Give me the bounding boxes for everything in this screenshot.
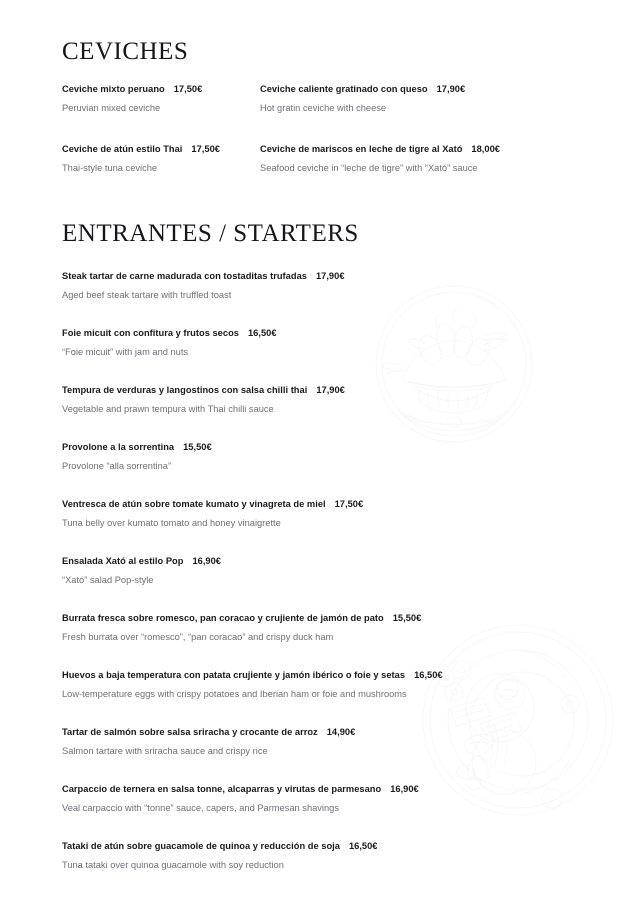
menu-item-name — [260, 144, 500, 155]
menu-item-name — [62, 556, 221, 567]
vegetable-basket-engraving-watermark — [368, 278, 540, 450]
menu-item-description: Thai-style tuna ceviche — [62, 163, 158, 174]
menu-item-description: Veal carpaccio with “tonne” sauce, capers, and Parmesan shavings — [62, 803, 339, 814]
menu-item-title: Ceviche caliente gratinado con queso — [260, 84, 428, 94]
menu-item-description: Vegetable and prawn tempura with Thai chilli sauce — [62, 404, 274, 415]
menu-item-title: Steak tartar de carne madurada con tostaditas trufadas — [62, 271, 307, 281]
menu-item — [62, 271, 345, 301]
menu-item-price: 17,50€ — [334, 499, 364, 509]
menu-item — [260, 144, 500, 174]
menu-item — [62, 84, 202, 114]
menu-item-price: 17,90€ — [315, 271, 345, 281]
menu-item-price: 15,50€ — [183, 442, 212, 452]
menu-item-title: Provolone a la sorrentina — [62, 442, 175, 452]
menu-item-name — [62, 328, 277, 339]
menu-item — [62, 841, 378, 871]
menu-item — [62, 499, 363, 529]
menu-item — [62, 784, 419, 814]
menu-item-name — [62, 385, 345, 396]
menu-item-name — [62, 841, 378, 852]
menu-item-name — [62, 613, 421, 624]
menu-item-price: 14,90€ — [326, 727, 356, 737]
menu-item-description: Salmon tartare with sriracha sauce and crispy rice — [62, 746, 268, 757]
menu-item — [62, 670, 443, 700]
menu-item-name — [62, 84, 202, 95]
menu-item-name — [260, 84, 465, 95]
menu-item-description: Peruvian mixed ceviche — [62, 103, 161, 114]
menu-item-description: Hot gratin ceviche with cheese — [260, 103, 387, 114]
menu-item-name — [62, 442, 212, 453]
menu-item-price: 17,50€ — [173, 84, 203, 94]
menu-item — [62, 442, 212, 472]
menu-item-price: 16,50€ — [247, 328, 277, 338]
menu-item-name — [62, 271, 345, 282]
menu-item-title: Ceviche mixto peruano — [62, 84, 165, 94]
menu-item-name — [62, 499, 363, 510]
menu-item-description: Fresh burrata over “romesco”, “pan coracao” and crispy duck ham — [62, 632, 334, 643]
menu-item — [62, 144, 220, 174]
menu-item-price: 17,90€ — [436, 84, 466, 94]
menu-item-title: Ventresca de atún sobre tomate kumato y vinagreta de miel — [62, 499, 326, 509]
menu-item-name — [62, 144, 220, 155]
menu-item-name — [62, 670, 443, 681]
menu-item-description: Low-temperature eggs with crispy potatoes and Iberian ham or foie and mushrooms — [62, 689, 407, 700]
menu-item-title: Burrata fresca sobre romesco, pan coracao y crujiente de jamón de pato — [62, 613, 384, 623]
menu-item — [62, 328, 277, 358]
menu-item-price: 16,90€ — [390, 784, 419, 794]
menu-item-description: “Xató” salad Pop-style — [62, 575, 154, 586]
menu-item — [62, 385, 345, 415]
menu-item-name — [62, 784, 419, 795]
menu-item — [260, 84, 465, 114]
menu-item-title: Tempura de verduras y langostinos con salsa chilli thai — [62, 385, 308, 395]
menu-item-price: 16,50€ — [414, 670, 443, 680]
menu-item — [62, 727, 355, 757]
menu-item-title: Tataki de atún sobre guacamole de quinoa y reducción de soja — [62, 841, 340, 851]
section-heading-starters: ENTRANTES / STARTERS — [62, 220, 359, 247]
menu-item-title: Foie micuit con confitura y frutos secos — [62, 328, 239, 338]
menu-item-price: 16,50€ — [348, 841, 378, 851]
menu-item-price: 15,50€ — [392, 613, 422, 623]
menu-item-title: Ensalada Xató al estilo Pop — [62, 556, 184, 566]
menu-item-name — [62, 727, 355, 738]
menu-item-title: Huevos a baja temperatura con patata crujiente y jamón ibérico o foie y setas — [62, 670, 406, 680]
menu-item-title: Carpaccio de ternera en salsa tonne, alcaparras y virutas de parmesano — [62, 784, 382, 794]
menu-item-description: Tuna tataki over quinoa guacamole with soy reduction — [62, 860, 284, 871]
menu-item-description: Provolone “alla sorrentina” — [62, 461, 172, 472]
menu-item-title: Ceviche de atún estilo Thai — [62, 144, 183, 154]
menu-item-title: Ceviche de mariscos en leche de tigre al Xató — [260, 144, 463, 154]
menu-item-price: 16,90€ — [192, 556, 221, 566]
section-heading-ceviches: CEVICHES — [62, 38, 189, 65]
menu-item-price: 17,90€ — [316, 385, 345, 395]
plated-dish-engraving-watermark — [418, 612, 628, 827]
menu-item-description: Tuna belly over kumato tomato and honey vinaigrette — [62, 518, 281, 529]
menu-item — [62, 556, 221, 586]
menu-item-description: Aged beef steak tartare with truffled toast — [62, 290, 232, 301]
menu-item — [62, 613, 421, 643]
menu-item-price: 18,00€ — [471, 144, 500, 154]
menu-item-description: “Foie micuit” with jam and nuts — [62, 347, 189, 358]
menu-item-price: 17,50€ — [191, 144, 220, 154]
menu-item-description: Seafood ceviche in “leche de tigre” with “Xató” sauce — [260, 163, 478, 174]
menu-item-title: Tartar de salmón sobre salsa sriracha y crocante de arroz — [62, 727, 318, 737]
